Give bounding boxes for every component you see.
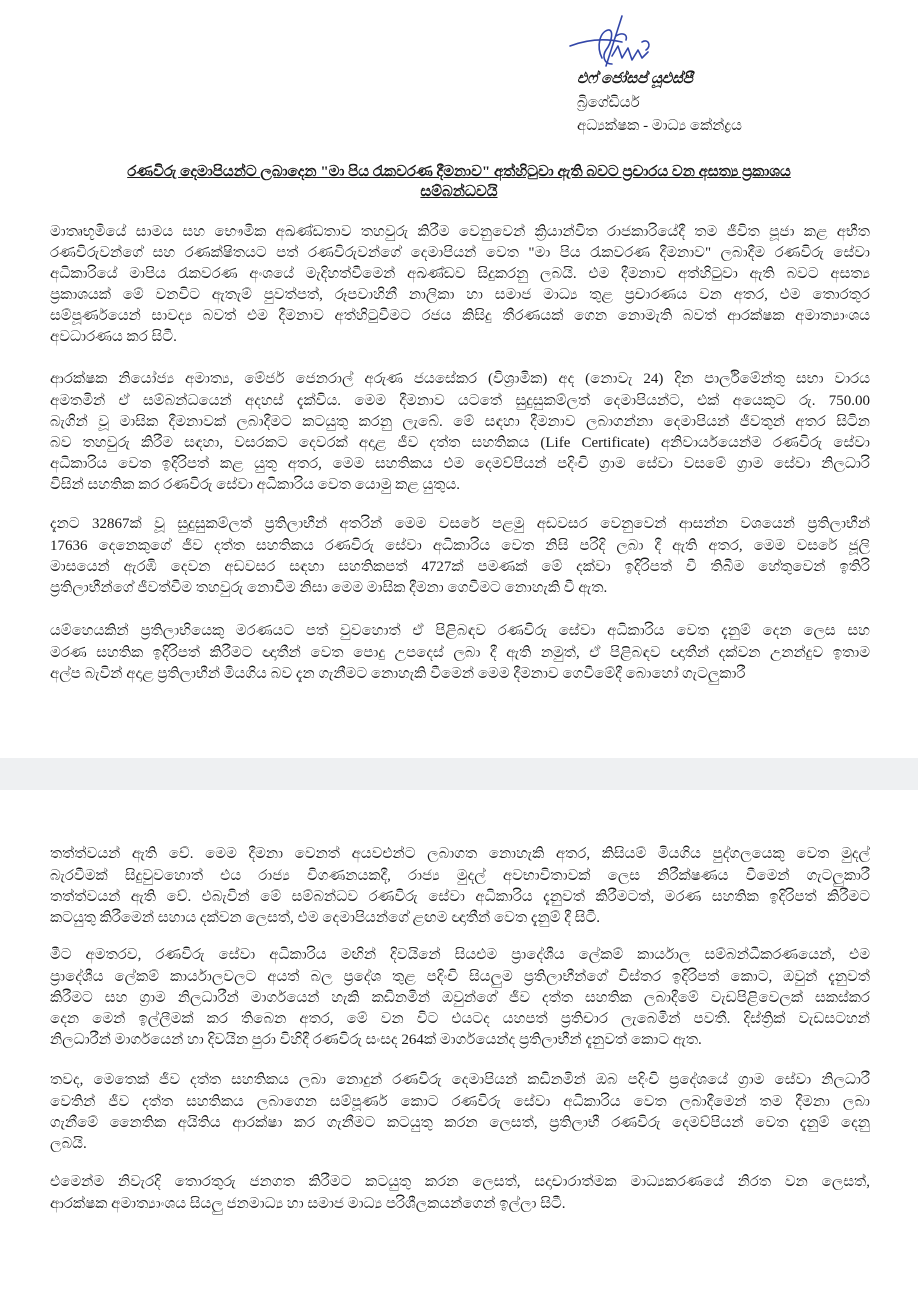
signatory-name: [577, 68, 897, 92]
paragraph-line: [50, 578, 870, 599]
paragraph-line-text: මාතෘභූමියේ සාමය සහ භෞමික අඛණ්ඩතාව තහවුරු කිරීම වෙනුවෙන් ක්‍රියාන්විත රාජකාරියේදී තම ජීවිත පූජා කළ අභීත: [50, 223, 870, 240]
paragraph-line-text: බැගින් වූ මාසික දීමනාවක් ලබාදීමට කටයුතු කරනු ලැබේ. මේ සඳහා දීමනාව ලබාගන්නා දෙමාපියන් ජීවතුන් අතර සිටින: [50, 413, 870, 430]
paragraph-line-text: එමෙන්ම නිවැරදි තොරතුරු ජනගත කිරීමට කටයුතු කරන ලෙසත්, සදාචාරාත්මක මාධ්‍යකරණයේ නිරත වන ලෙසත්,: [50, 1174, 870, 1191]
page-separator: [0, 758, 918, 790]
paragraph-line-text: ගැනීමේ නෛතික අයිතිය ආරක්ෂා කර ගැනීමට කටයුතු කරන ලෙසත්, ප්‍රතිලාභී රණවිරු දෙමව්පියන් වෙත දැනුම් දෙනු: [50, 1114, 870, 1131]
paragraph-line-text: මාසයෙන් ඇරඹි දෙවන අඩවසර සඳහා සහතිකපත් 4727ක් පමණක් මේ දක්වා ඉදිරිපත් වී තිබීම හේතුවෙන් ඉතිරි: [50, 558, 870, 575]
paragraph-line-text: 17636 දෙනෙකුගේ ජීව දත්ත සහතිකය රණවිරු සේවා අධිකාරිය වෙත නිසි පරිදි ලබා දී ඇති අතර, මෙම වසරේ ජූලි: [50, 537, 870, 554]
paragraph-line-text: තත්ත්වයන් ඇති වේ. මෙම දීමනා වෙනත් අයවළුන්ට ලබාගත නොහැකි අතර, කිසියම් මියගිය පුද්ගලයෙකු වෙත මුදල්: [50, 846, 870, 863]
signatory-name-text: එෆ් ජෝසප් යූඑස්පී: [577, 71, 693, 87]
paragraph-line: [50, 908, 870, 929]
paragraph-line: [50, 536, 870, 557]
paragraph-line: [50, 887, 870, 908]
paragraph-line: [50, 454, 870, 475]
paragraph-line: [50, 412, 870, 433]
paragraph-line: [50, 391, 870, 412]
title-line-text: සම්බන්ධවයි: [420, 184, 498, 200]
paragraph-line: [50, 1172, 870, 1193]
paragraph-line-text: අධිකාරිය වෙත ඉදිරිපත් කළ යුතු අතර, මෙම සහතිකය එම දෙමව්පියන් පදිංචි ග්‍රාම සේවා වසමේ ග්‍රාම සේවා නිලධාරි: [50, 456, 870, 473]
paragraph-line-text: ආරක්ෂක නියෝජ්‍ය අමාත්‍ය, මේජර් ජෙනරාල් අරුණ ජයසේකර (විශ්‍රාමික) අද (නොවැ 24) දින පාර්ලිමේන්තු සභා වාරය: [50, 371, 870, 388]
paragraph-line: [50, 285, 870, 306]
paragraph-line-text: වෙතින් ජීව දත්ත සහතිකය ලබාගෙන සම්පූර්ණ කොට රණවිරු සේවා අධිකාරිය වෙත ලබාදීමෙන් තම දීමනා ලබා: [50, 1093, 870, 1110]
paragraph-line: [50, 369, 870, 390]
paragraph-line: [50, 327, 870, 348]
paragraph-line: [50, 866, 870, 887]
paragraph-line: [50, 1092, 870, 1113]
signature-stroke: [599, 30, 612, 64]
paragraph-line-text: ආරක්ෂක අමාත්‍යාංශය සියලු ජනමාධ්‍ය හා සමාජ මාධ්‍ය පරිශීලකයන්ගෙන් ඉල්ලා සිටී.: [50, 1195, 566, 1212]
signature-stroke: [616, 34, 626, 40]
paragraph-line: [50, 1009, 870, 1030]
paragraph-7: [50, 1070, 870, 1155]
paragraph-line-text: කටයුතු කිරීමෙන් සහාය දක්වන ලෙසත්, එම දෙමාපියන්ගේ ළඟම ඥාතීන් වෙත දැනුම් දී සිටී.: [50, 909, 600, 926]
paragraph-line-text: මරණ සහතික ඉදිරිපත් කිරීමට ඥාතීන් වෙත පොදු උපදෙස් ලබා දී ඇති නමුත්, ඒ පිළිබඳව ඥාතීන් දක්වන උනන්දුව ඉතාම: [50, 644, 870, 661]
paragraph-line-text: ප්‍රතිලාභීන්ගේ ජීවත්වීම තහවුරු නොවීම නිසා මෙම මාසික දීමනා ගෙවීමට නොහැකි වී ඇත.: [50, 579, 608, 596]
paragraph-line-text: ප්‍රාදේශීය ලේකම් කාර්යාලවලට අයත් බල ප්‍රදේශ තුළ පදිංචි සියලුම ප්‍රතිලාභීන්ගේ විස්තර ඉදිරිපත් කොට, ඔවුන් දැනුවත්: [50, 968, 870, 985]
paragraph-line: [50, 514, 870, 535]
signatory-position-text: අධ්‍යක්ෂක - මාධ්‍ය කේන්ද්‍රය: [577, 118, 742, 134]
signature-stroke: [642, 41, 649, 50]
paragraph-line-text: බැරවීමක් සිදුවුවහොත් එය රාජ්‍ය විගණනයකදී, රාජ්‍ය මුදල් අවභාවිතාවක් ලෙස නිරීක්ෂණය වීමෙන් ගැටලුකාරී: [50, 867, 870, 884]
paragraph-line: [50, 475, 870, 496]
paragraph-line: [50, 1070, 870, 1091]
paragraph-line: [50, 222, 870, 243]
paragraph-line-text: දෙන මෙන් ඉල්ලීමක් කර තිබෙන අතර, මේ වන විට එයටද යහපත් ප්‍රතිචාර ලැබෙමින් පවතී. දිස්ත්‍රික් වැඩසටහන්: [50, 1010, 870, 1027]
paragraph-line-text: ප්‍රකාශයක් මේ වනවිට ඇතැම් පුවත්පත්, රූපවාහිනී නාලිකා හා සමාජ මාධ්‍ය තුළ ප්‍රචාරණය වන අතර, එම තොරතුර: [50, 287, 870, 304]
paragraph-line-text: යම්හෙයකින් ප්‍රතිලාභියෙකු මරණයට පත් වුවහොත් ඒ පිළිබඳව රණවිරු සේවා අධිකාරිය වෙත දැනුම් දෙන ලෙස සහ: [50, 623, 870, 640]
title-line-text: රණවිරු දෙමාපියන්ට ලබාදෙන "මා පිය රැකවරණ දීමනාව" අත්හිටුවා ඇති බවට ප්‍රචාරය වන අසත්‍ය ප්‍රකාශය: [127, 164, 791, 180]
paragraph-line: [50, 988, 870, 1009]
document-title: [40, 162, 878, 202]
paragraph-line: [50, 557, 870, 578]
paragraph-6: [50, 945, 870, 1051]
paragraph-line: [50, 643, 870, 664]
paragraph-line-text: අවධාරණය කර සිටී.: [50, 329, 177, 346]
paragraph-5: [50, 844, 870, 929]
signatory-rank-text: බ්‍රිගේඩියර්: [577, 94, 640, 111]
paragraph-line-text: විසින් සහතික කර රණවිරු සේවා අධිකාරිය වෙත යොමු කළ යුතුය.: [50, 477, 460, 494]
title-line: [40, 162, 878, 182]
paragraph-line: [50, 1134, 870, 1155]
paragraph-line-text: ලබයි.: [50, 1135, 87, 1152]
signatory-position: [577, 115, 897, 139]
paragraph-1: [50, 222, 870, 349]
paragraph-line-text: තත්ත්වයන් ඇති වේ. එබැවින් මේ සම්බන්ධව රණවිරු සේවා අධිකාරිය දැනුවත් කිරීමටත්, මරණ සහතික ඉදිරිපත් කිරීමට: [50, 888, 870, 905]
paragraph-line: [50, 945, 870, 966]
paragraph-line-text: රණවිරුවන්ගේ සහ රණක්ෂිතයට පත් රණවිරුවන්ගේ දෙමාපියන් වෙත "මා පිය රැකවරණ දීමනාව" ලබාදීම රණවිරු සේවා: [50, 244, 870, 261]
paragraph-line: [50, 243, 870, 264]
title-line: [40, 182, 878, 202]
paragraph-line-text: මීට අමතරව, රණවිරු සේවා අධිකාරිය මඟින් දිවයිනේ සියළුම ප්‍රාදේශීය ලේකම් කාර්යාල සම්බන්ධීකරණයෙන්, එම: [50, 947, 870, 964]
paragraph-line-text: බව තහවුරු කිරීම සඳහා, වසරකට දෙවරක් අදාළ ජීව දත්ත සහතිකය (Life Certificate) අනිවාර්යයෙන්ම රණවිරු සේවා: [50, 434, 870, 451]
paragraph-line-text: තවද, මෙතෙක් ජීව දත්ත සහතිකය ලබා නොදුන් රණවිරු දෙමාපියන් කඩිනමින් ඔබ පදිංචි ප්‍රදේශයේ ග්‍රාම සේවා නිලධාරී: [50, 1072, 870, 1089]
paragraph-line-text: අමතමින් ඒ සම්බන්ධයෙන් අදහස් දැක්විය. මෙම දීමනාව යටතේ සුදුසුකම්ලත් දෙමාපියන්ට, එක් අයෙකුට රු. 750.00: [50, 392, 870, 409]
paragraph-2: [50, 369, 870, 496]
page-2: [0, 790, 918, 1314]
signatory-rank: [577, 92, 897, 116]
paragraph-line-text: අධිකාරියේ මාපිය රැකවරණ අංශයේ මැදිහත්වීමෙන් අඛණ්ඩව සිදුකරනු ලබයි. එම දීමනාව අත්හිටුවා ඇති බවට අසත්‍ය: [50, 265, 870, 282]
paragraph-line: [50, 433, 870, 454]
paragraph-line: [50, 306, 870, 327]
paragraph-line: [50, 664, 870, 685]
paragraph-line: [50, 1030, 870, 1051]
paragraph-line-text: අල්ප බැවින් අදාළ ප්‍රතිලාභීන් මියගිය බව දැන ගැනීමට නොහැකි වීමෙන් මෙම දීමනාව ගෙවීමේදී බොහෝ ගැටලුකාරී: [50, 665, 746, 682]
paragraph-4: [50, 621, 870, 685]
signature-stroke: [612, 46, 648, 60]
paragraph-3: [50, 514, 870, 599]
signature-image: [556, 12, 666, 74]
paragraph-line-text: දැනට 32867ක් වූ සුදුසුකම්ලත් ප්‍රතිලාභීන් අතරින් මෙම වසරේ පළමු අඩවසර වෙනුවෙන් ආසන්න වශයෙන් ප්‍රතිලාභීන්: [50, 516, 870, 533]
paragraph-line-text: කිරීමට සහ ග්‍රාම නිලධාරීන් මාර්ගයෙන් හැකි කඩිනමින් ඔවුන්ගේ ජීව දත්ත සහතික ලබාදීමේ වැඩපිළිවෙලක් සකස්කර: [50, 989, 870, 1006]
paragraph-line: [50, 1194, 870, 1215]
paragraph-line: [50, 967, 870, 988]
paragraph-line: [50, 1113, 870, 1134]
paragraph-line: [50, 264, 870, 285]
paragraph-8: [50, 1172, 870, 1214]
paragraph-line: [50, 844, 870, 865]
paragraph-line: [50, 621, 870, 642]
paragraph-line-text: සම්පූර්ණයෙන් සාවද්‍ය බවත් එම දීමනාව අත්හිටුවීමට රජය කිසිදු තීරණයක් ගෙන නොමැති බවත් ආරක්ෂක අමාත්‍යාංශය: [50, 308, 870, 325]
signatory-block: [577, 68, 897, 139]
paragraph-line-text: නිලධාරීන් මාර්ගයෙන් හා දිවයින පුරා විහිදී රණවිරු සංසද 264ක් මාර්ගයෙන්ද ප්‍රතිලාභීන් දැනුවත් කොට ඇත.: [50, 1032, 702, 1049]
